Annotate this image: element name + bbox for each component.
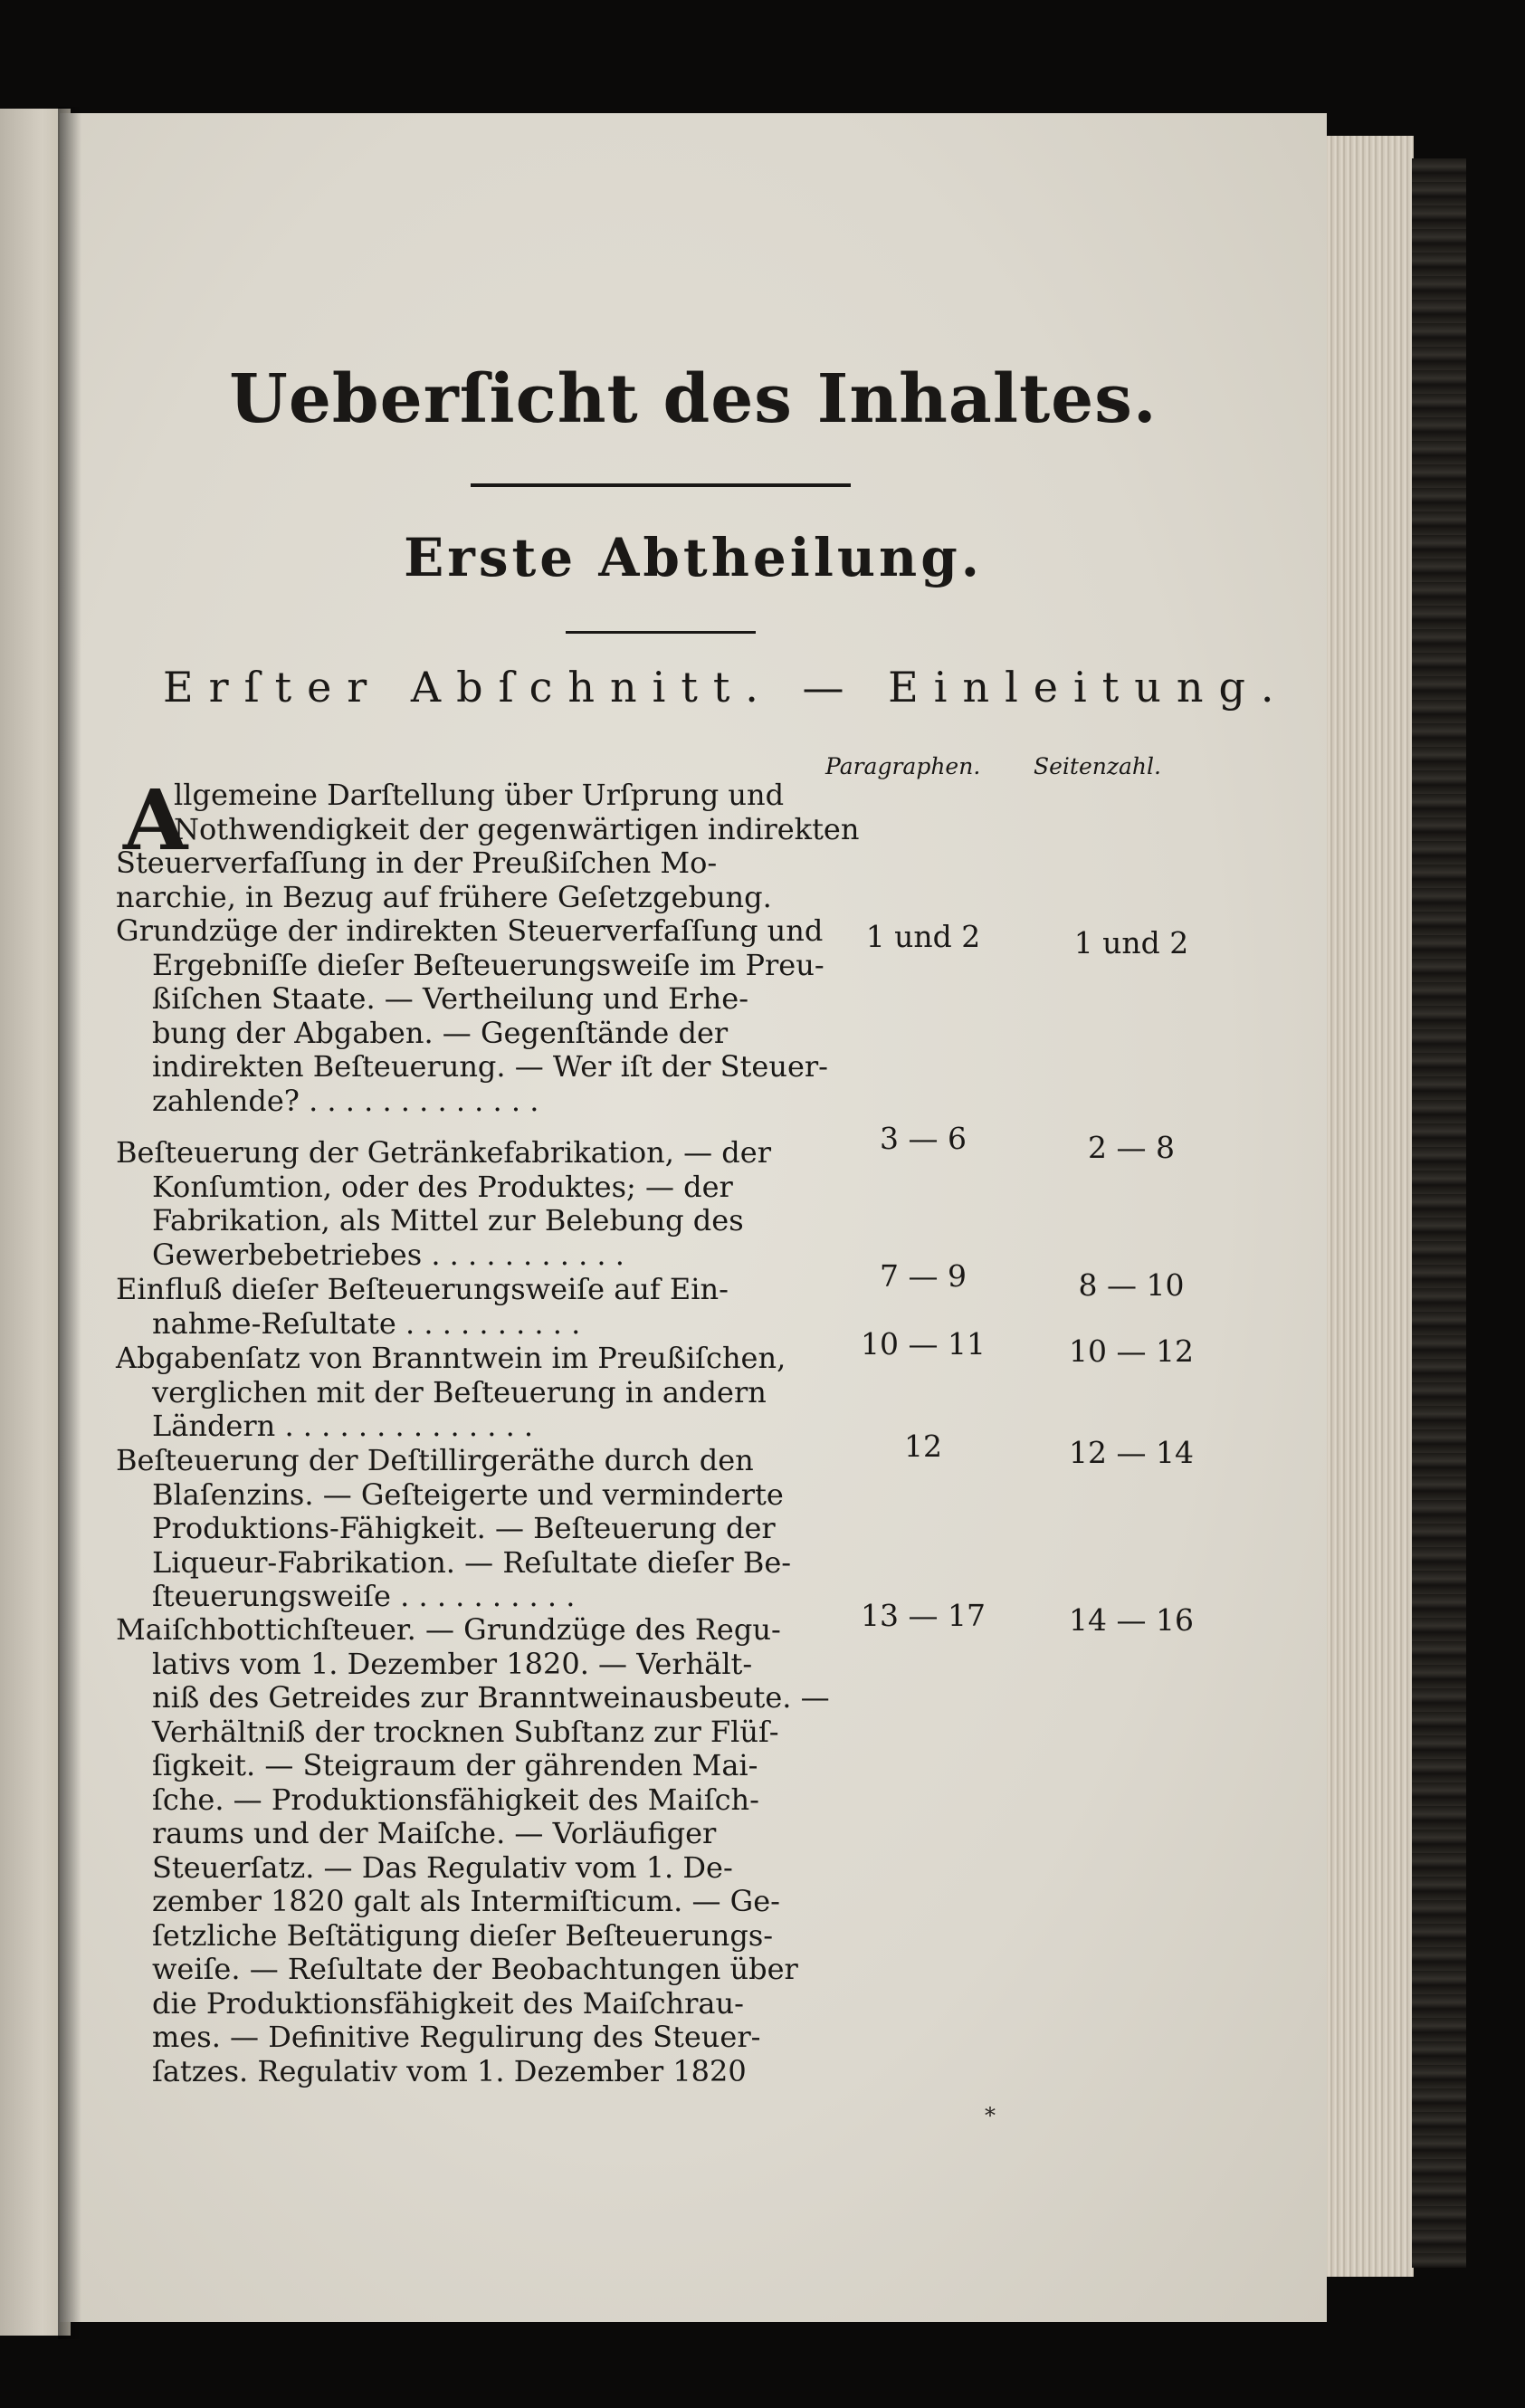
paragraph-range: 7 — 9 [880,1258,967,1294]
entry-line: lativs vom 1. Dezember 1820. — Verhält- [152,1646,753,1681]
entry-line: Steuerverfaſſung in der Preußiſchen Mo- [116,846,718,880]
paragraph-range: 3 — 6 [880,1121,967,1156]
entry-line: Maiſchbottichſteuer. — Grundzüge des Regu- [116,1612,781,1647]
spine-shadow [58,107,81,2339]
entry-line: verglichen mit der Beſteuerung in andern [152,1374,767,1409]
part-rule [566,631,756,634]
book-cover-edge [1412,158,1466,2268]
entry-line: ſigkeit. — Steigraum der gährenden Mai- [152,1748,758,1782]
entry-line: raums und der Maiſche. — Vorläufiger [152,1816,717,1850]
entry-line: Beſteuerung der Getränkefabrikation, — der [116,1135,771,1170]
toc-entry [116,1273,777,1341]
entry-line: nahme-Reſultate . . . . . . . . . . [152,1305,581,1341]
page-range: 2 — 8 [1088,1130,1175,1165]
entry-line: zahlende? . . . . . . . . . . . . . [152,1083,539,1118]
section-heading: Erſter Abſchnitt. — Einleitung. [163,663,1290,712]
column-heading-pages: Seitenzahl. [1034,753,1161,779]
entry-line: Fabrikation, als Mittel zur Belebung des [152,1203,744,1237]
page-range: 1 und 2 [1073,925,1189,960]
entry-line: llgemeine Darſtellung über Urſprung und [174,778,785,812]
page-range: 8 — 10 [1078,1267,1185,1303]
toc-entry [116,1136,777,1272]
entry-line: indirekten Beſteuerung. — Wer iſt der Steuer- [152,1049,828,1084]
column-heading-paragraphs: Paragraphen. [825,753,981,779]
entry-line: ßiſchen Staate. — Vertheilung und Erhe- [152,981,748,1016]
title-rule [471,483,851,487]
paragraph-range: 1 und 2 [865,919,981,954]
entry-line: weiſe. — Reſultate der Beobachtungen über [152,1952,798,1986]
entry-line: Abgabenſatz von Branntwein im Preußiſchen, [116,1341,786,1375]
entry-line: Einfluß dieſer Beſteuerungsweiſe auf Ein- [116,1272,729,1306]
toc-entry [116,1612,830,2088]
entry-line: Ländern . . . . . . . . . . . . . . [152,1409,534,1443]
toc-entry [116,1443,792,1614]
entry-line: Ergebniſſe dieſer Beſteuerungsweiſe im Preu- [152,947,824,982]
entry-line: niß des Getreides zur Branntweinausbeute. — [152,1680,830,1715]
part-heading: Erste Abtheilung. [404,527,983,588]
entry-line: ſteuerungsweiſe . . . . . . . . . . [152,1579,576,1613]
entry-line: Gewerbebetriebes . . . . . . . . . . . [152,1237,624,1272]
page-range: 14 — 16 [1069,1602,1194,1638]
paragraph-range: 12 [904,1429,942,1464]
entry-line: die Produktionsfähigkeit des Maiſchrau- [152,1985,744,2021]
entry-line: Verhältniß der trocknen Subſtanz zur Flüſ- [152,1714,779,1749]
entry-line: Konſumtion, oder des Produktes; — der [152,1169,733,1204]
entry-line: bung der Abgaben. — Gegenſtände der [152,1015,729,1050]
drop-cap: A [123,771,188,869]
entry-line: Blaſenzins. — Geſteigerte und verminderte [152,1476,784,1512]
page-range: 10 — 12 [1069,1333,1194,1369]
page-range: 12 — 14 [1069,1435,1194,1470]
page-edges [1314,136,1414,2277]
paragraph-range: 10 — 11 [861,1326,986,1362]
entry-line: ſatzes. Regulativ vom 1. Dezember 1820 [152,2053,747,2088]
entry-line: Steuerſatz. — Das Regulativ vom 1. De- [152,1849,733,1885]
entry-line: zember 1820 galt als Intermiſticum. — Ge- [152,1884,780,1918]
footer-marker: * [985,2103,996,2128]
entry-line: Beſteuerung der Deſtillirgeräthe durch den [116,1443,754,1477]
entry-line: Grundzüge der indirekten Steuerverfaſſung und [116,913,824,948]
entry-line: ſetzliche Beſtätigung dieſer Beſteuerungs- [152,1917,774,1953]
page-title: Ueberſicht des Inhaltes. [229,360,1158,438]
toc-entry [116,1341,786,1444]
entry-line: Nothwendigkeit der gegenwärtigen indirekten [174,811,860,846]
entry-line: Liqueur-Fabrikation. — Reſultate dieſer Be- [152,1544,792,1580]
entry-line: Produktions-Fähigkeit. — Beſteuerung der [152,1511,776,1545]
entry-line: narchie, in Bezug auf frühere Geſetzgebung. [116,879,772,914]
entry-line: ſche. — Produktionsfähigkeit des Maiſch- [152,1782,759,1817]
entry-line: mes. — Definitive Regulirung des Steuer- [152,2020,761,2054]
toc-entry [116,771,860,1118]
paragraph-range: 13 — 17 [861,1598,986,1633]
